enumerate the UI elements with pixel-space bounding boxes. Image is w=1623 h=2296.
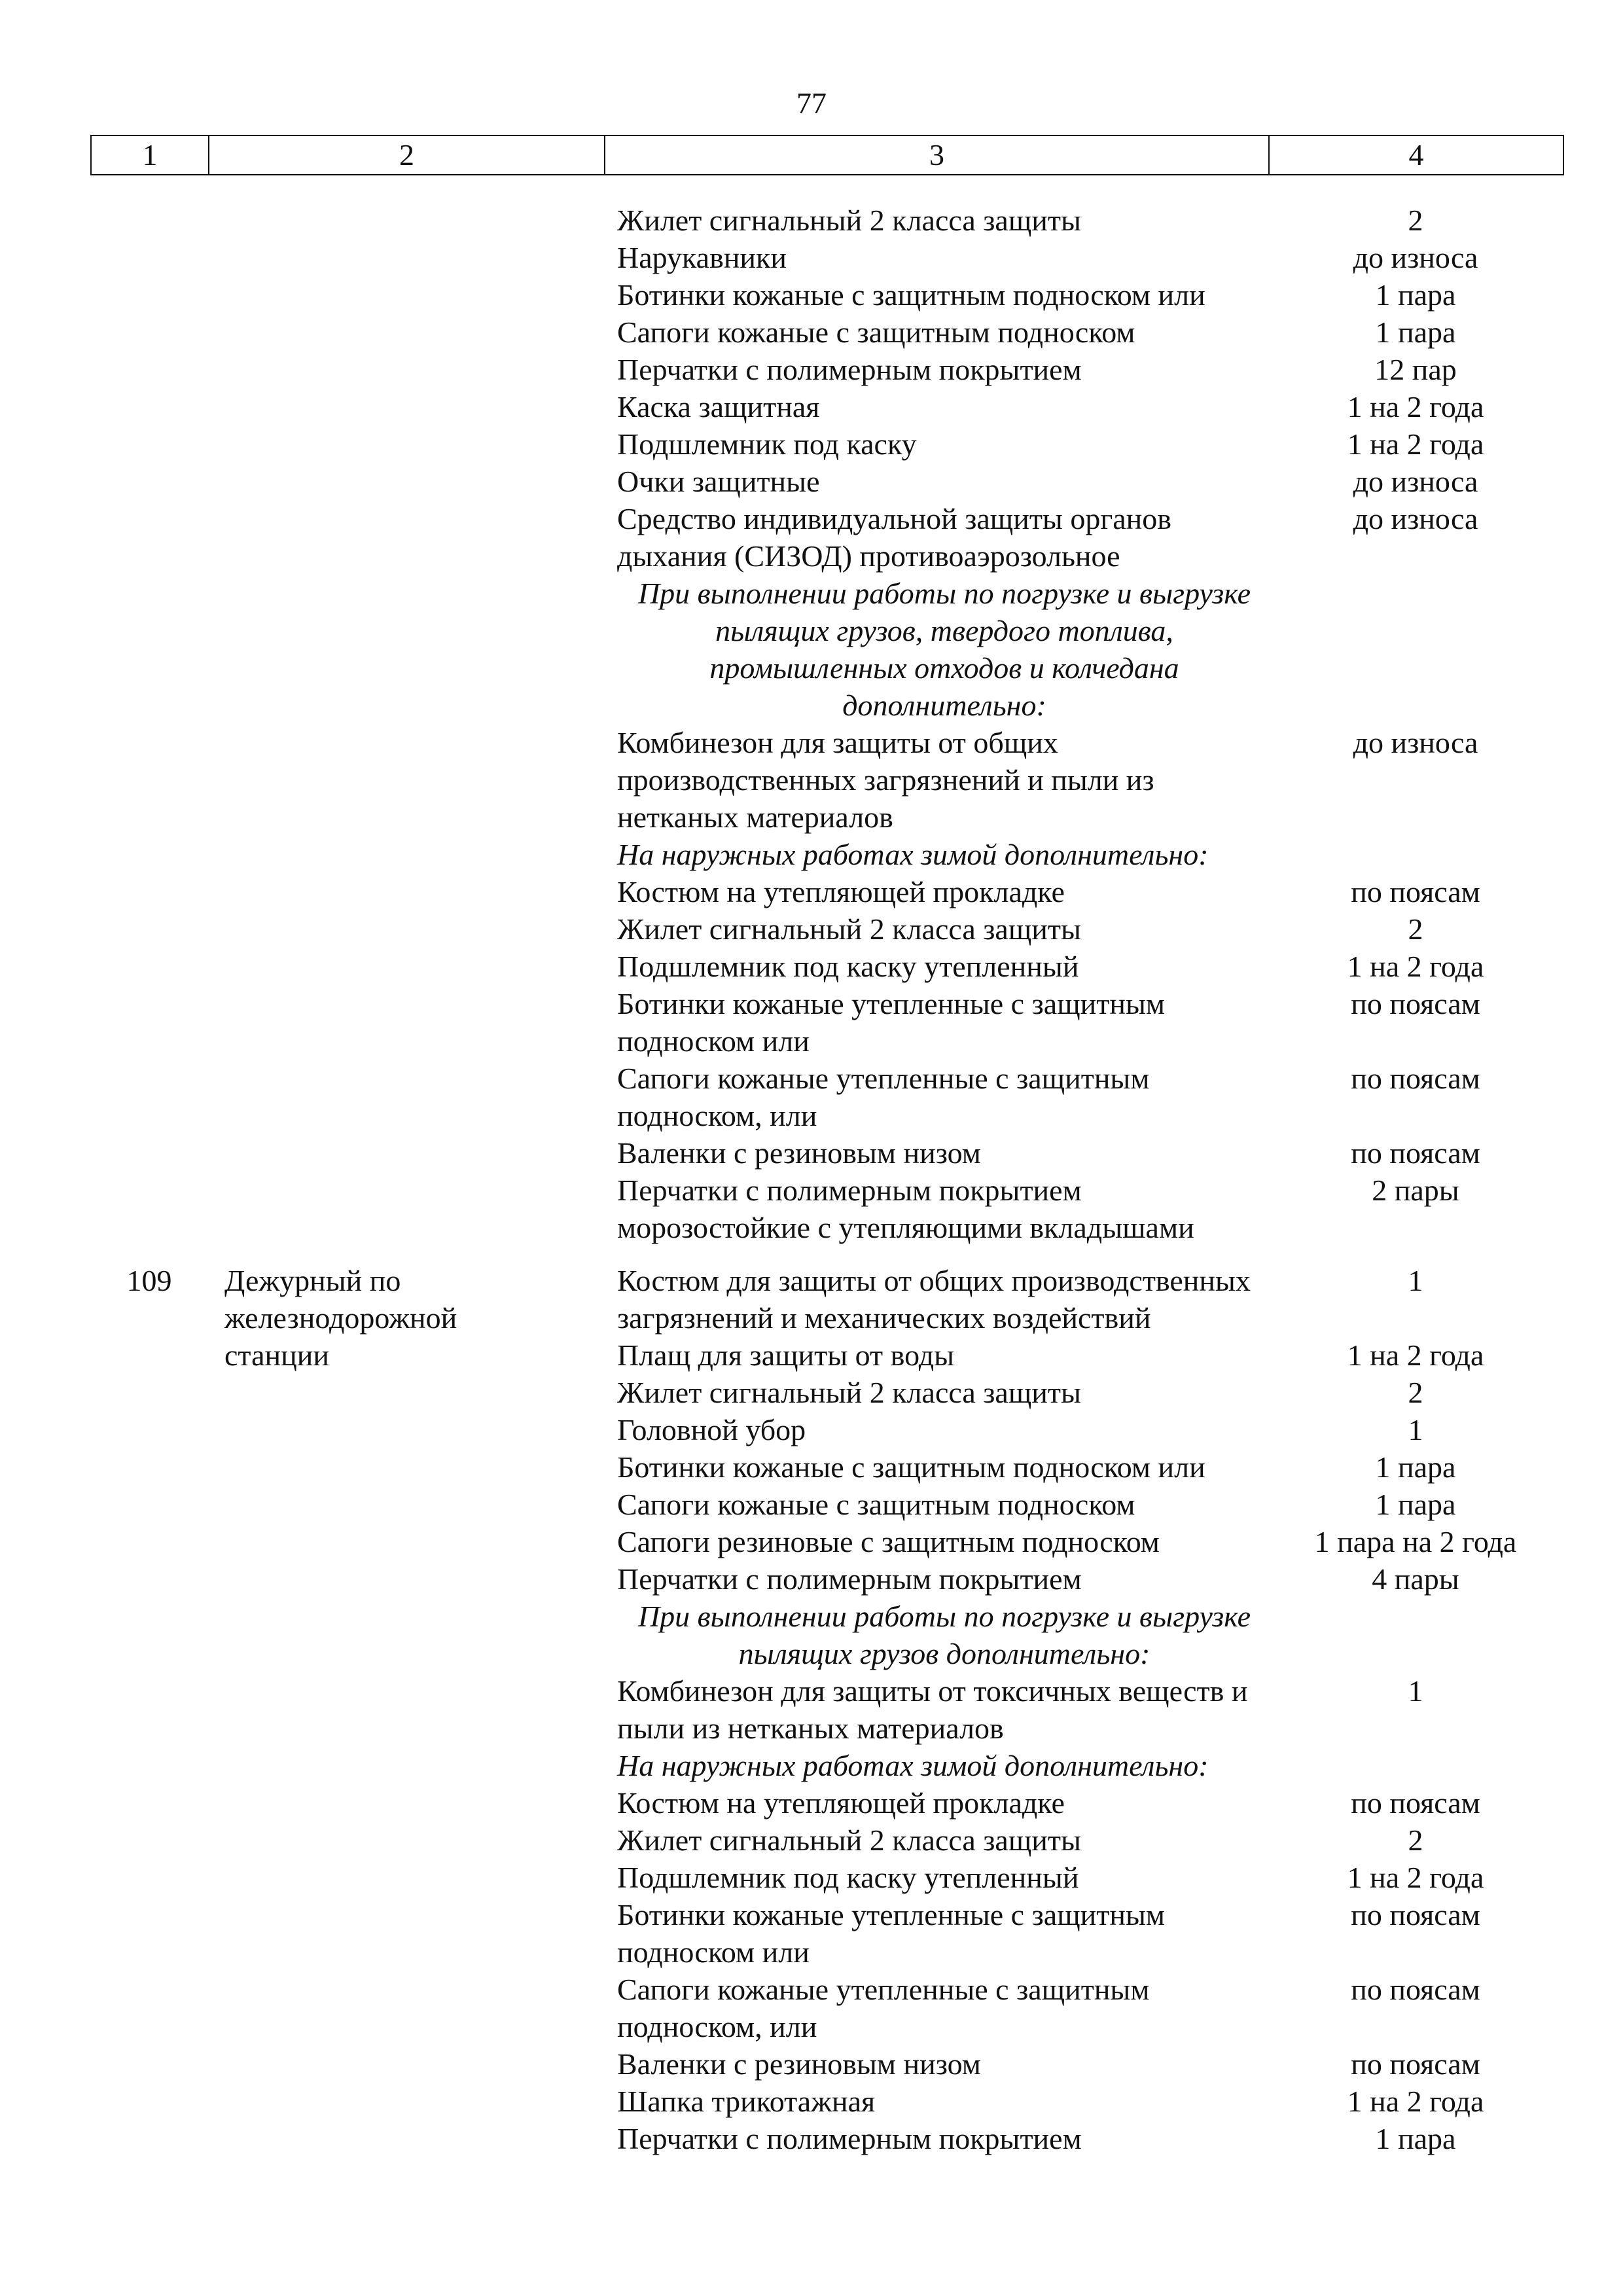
item-name: Средство индивидуальной защиты органов дыхания (СИЗОД) противоаэрозольное [617, 502, 1171, 573]
item-name: Каска защитная [617, 390, 820, 423]
item-name: Ботинки кожаные с защитным подноском или [617, 1450, 1205, 1484]
list-item [90, 948, 1563, 985]
list-item [90, 910, 1563, 948]
list-item [90, 2120, 1563, 2157]
item-quantity: 1 [1408, 1413, 1423, 1446]
item-name: Очки защитные [617, 465, 820, 498]
item-quantity: 1 [1408, 1674, 1423, 1708]
item-quantity: 2 [1408, 912, 1423, 946]
list-item [90, 1672, 1563, 1747]
item-quantity: 1 на 2 года [1347, 1861, 1484, 1894]
list-item [90, 1523, 1563, 1560]
list-item [90, 500, 1563, 575]
list-item [90, 1859, 1563, 1896]
list-item [90, 1336, 1563, 1374]
header-row [91, 135, 1563, 175]
item-name: Нарукавники [617, 241, 787, 274]
item-quantity: до износа [1353, 726, 1478, 759]
list-item [90, 1784, 1563, 1821]
item-name: Костюм на утепляющей прокладке [617, 875, 1065, 908]
item-name: Жилет сигнальный 2 класса защиты [617, 204, 1081, 237]
item-name: Комбинезон для защиты от общих производственных загрязнений и пыли из нетканых материалов [617, 726, 1154, 834]
item-name: Подшлемник под каску утепленный [617, 1861, 1079, 1894]
item-quantity: 1 [1408, 1264, 1423, 1297]
item-name: Жилет сигнальный 2 класса защиты [617, 1376, 1081, 1409]
item-name: Подшлемник под каску [617, 427, 917, 461]
list-item [90, 202, 1563, 239]
item-name: Подшлемник под каску утепленный [617, 950, 1079, 983]
item-quantity: 1 пара [1375, 315, 1456, 349]
item-quantity: до износа [1353, 241, 1478, 274]
item-quantity: 12 пар [1374, 353, 1457, 386]
item-quantity: 1 на 2 года [1347, 950, 1484, 983]
list-item [90, 1374, 1563, 1411]
item-quantity: 1 пара на 2 года [1314, 1525, 1517, 1558]
item-quantity: до износа [1353, 502, 1478, 535]
header-col-2: 2 [209, 135, 605, 175]
items-group [90, 1672, 1563, 1747]
ppe-list [90, 202, 1563, 2157]
header-col-1: 1 [91, 135, 209, 175]
item-quantity: по поясам [1351, 2047, 1480, 2081]
item-quantity: 2 [1408, 204, 1423, 237]
item-name: Перчатки с полимерным покрытием [617, 353, 1082, 386]
item-name: Жилет сигнальный 2 класса защиты [617, 1823, 1081, 1857]
item-quantity: по поясам [1351, 1136, 1480, 1170]
note-winter-work: На наружных работах зимой дополнительно: [617, 1749, 1209, 1782]
item-name: Головной убор [617, 1413, 806, 1446]
item-name: Шапка трикотажная [617, 2085, 876, 2118]
list-item [90, 1134, 1563, 1172]
entry-109 [90, 1262, 1563, 2157]
list-item [90, 724, 1563, 836]
item-name: Сапоги резиновые с защитным подноском [617, 1525, 1160, 1558]
item-name: Сапоги кожаные утепленные с защитным подноском, или [617, 1062, 1150, 1132]
item-quantity: 1 на 2 года [1347, 1338, 1484, 1372]
entry-number: 109 [126, 1264, 172, 1297]
item-quantity: 1 пара [1375, 2122, 1456, 2155]
item-quantity: 1 пара [1375, 1488, 1456, 1521]
item-name: Сапоги кожаные утепленные с защитным подноском, или [617, 1973, 1150, 2043]
list-item [90, 1060, 1563, 1134]
item-quantity: по поясам [1351, 875, 1480, 908]
item-name: Плащ для защиты от воды [617, 1338, 955, 1372]
item-name: Валенки с резиновым низом [617, 2047, 981, 2081]
items-group [90, 202, 1563, 575]
list-item [90, 1262, 1563, 1336]
job-title: Дежурный по железнодорожной станции [224, 1264, 457, 1372]
item-quantity: по поясам [1351, 1062, 1480, 1095]
item-name: Перчатки с полимерным покрытием [617, 2122, 1082, 2155]
items-group [90, 1784, 1563, 2157]
item-quantity: по поясам [1351, 1898, 1480, 1931]
item-name: Перчатки с полимерным покрытием [617, 1562, 1082, 1596]
note-loading-work: При выполнении работы по погрузке и выгрузке пылящих грузов дополнительно: [637, 1600, 1251, 1670]
item-quantity: 2 пары [1372, 1174, 1459, 1207]
item-quantity: 1 пара [1375, 278, 1456, 312]
list-item [90, 873, 1563, 910]
list-item [90, 1411, 1563, 1448]
header-col-3: 3 [605, 135, 1269, 175]
list-item [90, 2083, 1563, 2120]
item-quantity: по поясам [1351, 1973, 1480, 2006]
list-item [90, 1172, 1563, 1246]
items-group [90, 724, 1563, 836]
entry-continuation [90, 202, 1563, 1246]
item-name: Жилет сигнальный 2 класса защиты [617, 912, 1081, 946]
list-item [90, 1560, 1563, 1598]
list-item [90, 351, 1563, 388]
item-name: Ботинки кожаные утепленные с защитным подноском или [617, 987, 1165, 1058]
list-item [90, 1486, 1563, 1523]
item-quantity: до износа [1353, 465, 1478, 498]
item-quantity: 1 пара [1375, 1450, 1456, 1484]
list-item [90, 276, 1563, 314]
items-group [90, 873, 1563, 1246]
item-quantity: 2 [1408, 1823, 1423, 1857]
item-name: Сапоги кожаные с защитным подноском [617, 315, 1135, 349]
item-quantity: 2 [1408, 1376, 1423, 1409]
item-name: Костюм для защиты от общих производственных загрязнений и механических воздействий [617, 1264, 1251, 1335]
note-loading-work: При выполнении работы по погрузке и выгрузке пылящих грузов, твердого топлива, промышленных отходов и колчедана дополнительно: [637, 577, 1251, 722]
column-header-table [90, 135, 1564, 175]
list-item [90, 314, 1563, 351]
item-name: Ботинки кожаные утепленные с защитным подноском или [617, 1898, 1165, 1969]
item-quantity: 4 пары [1372, 1562, 1459, 1596]
list-item [90, 1448, 1563, 1486]
list-item [90, 463, 1563, 500]
list-item [90, 239, 1563, 276]
item-quantity: по поясам [1351, 1786, 1480, 1820]
header-col-4: 4 [1269, 135, 1563, 175]
item-name: Костюм на утепляющей прокладке [617, 1786, 1065, 1820]
item-name: Сапоги кожаные с защитным подноском [617, 1488, 1135, 1521]
list-item [90, 388, 1563, 425]
list-item [90, 2045, 1563, 2083]
list-item [90, 1821, 1563, 1859]
item-quantity: 1 на 2 года [1347, 427, 1484, 461]
item-quantity: 1 на 2 года [1347, 2085, 1484, 2118]
item-quantity: по поясам [1351, 987, 1480, 1020]
item-name: Валенки с резиновым низом [617, 1136, 981, 1170]
page-number: 77 [796, 86, 827, 120]
list-item [90, 425, 1563, 463]
item-quantity: 1 на 2 года [1347, 390, 1484, 423]
note-winter-work: На наружных работах зимой дополнительно: [617, 838, 1209, 871]
list-item [90, 985, 1563, 1060]
item-name: Перчатки с полимерным покрытием морозостойкие с утепляющими вкладышами [617, 1174, 1194, 1244]
list-item [90, 1896, 1563, 1971]
list-item [90, 1971, 1563, 2045]
item-name: Комбинезон для защиты от токсичных веществ и пыли из нетканых материалов [617, 1674, 1248, 1745]
item-name: Ботинки кожаные с защитным подноском или [617, 278, 1205, 312]
items-group [90, 1262, 1563, 1598]
